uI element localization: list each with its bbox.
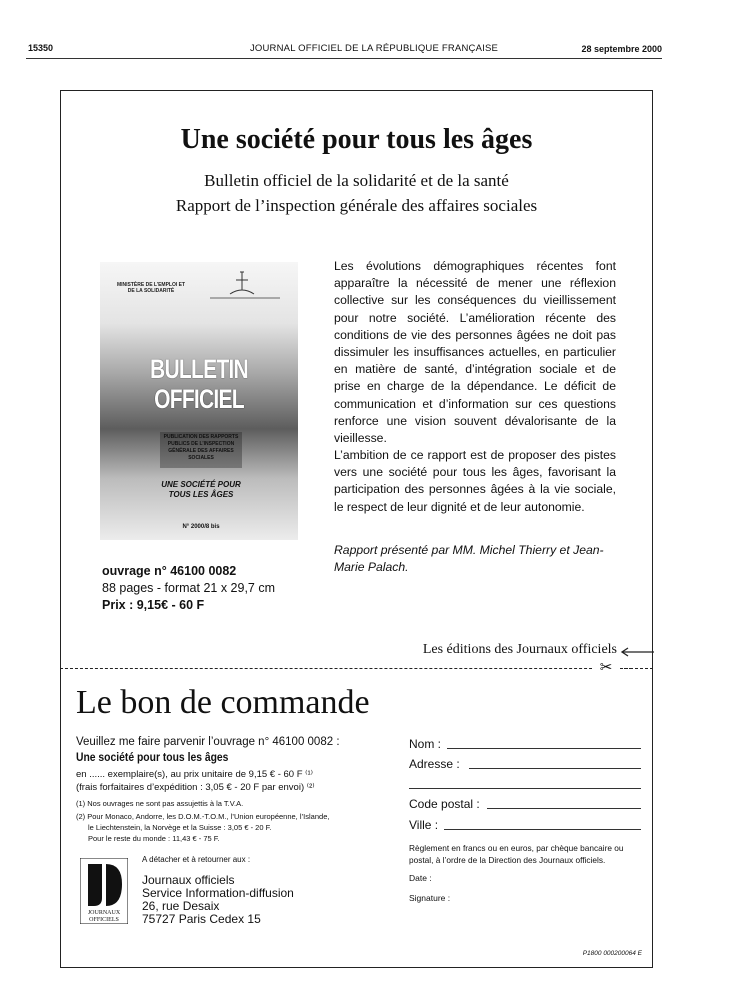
svg-text:OFFICIELS: OFFICIELS (89, 917, 119, 923)
journal-title: JOURNAL OFFICIEL DE LA RÉPUBLIQUE FRANÇAISE (249, 43, 499, 54)
ouvrage-number: ouvrage n° 46100 0082 (102, 564, 237, 578)
cover-title-bulletin: BULLETIN (150, 354, 248, 384)
adresse-field-line-2[interactable] (409, 788, 641, 789)
description-paragraph-1: Les évolutions démographiques récentes font apparaître la nécessité de mener une réflexion collective sur les conséquences du vieillissement pour notre société. L’amélioration récente des conditions de vie des personnes âgées ne doit pas dissimuler les insuffisances actuelles, en particulier en matière de santé, d’intégration sociale et de prise en charge de la dépendance. Le déficit de communication et d’information sur ces questions renforce une vision souvent dévalorisante de la vieillesse. (334, 259, 616, 446)
page-number: 15350 (28, 43, 54, 53)
footnote-2-line-1: (2) Pour Monaco, Andorre, les D.O.M.-T.O.M., l’Union européenne, l’Islande, (76, 812, 330, 821)
cover-band-text: PUBLICATION DES RAPPORTS PUBLICS DE L’INSPECTION GÉNÉRALE DES AFFAIRES SOCIALES (163, 434, 239, 461)
order-request-line: Veuillez me faire parvenir l’ouvrage n° 46100 0082 : (76, 736, 340, 748)
left-arrow-icon (620, 647, 654, 657)
bulletin-cover-image (100, 262, 298, 540)
description-paragraph-2: L’ambition de ce rapport est de proposer des pistes vers une société pour tous les âges, favorisant la participation des personnes âgées à la vie sociale, le respect de leur dignité et de leur autonomie. (334, 448, 616, 514)
ouvrage-pages-format: 88 pages - format 21 x 29,7 cm (102, 581, 276, 595)
address-line-3: 26, rue Desaix (142, 899, 220, 913)
cover-title-officiel: OFFICIEL (154, 384, 244, 414)
nom-label: Nom : (409, 737, 442, 751)
code-postal-field[interactable] (487, 808, 641, 809)
marianne-logo-icon (210, 268, 280, 302)
detach-note: A détacher et à retourner aux : (142, 855, 251, 864)
ad-subtitle-rapport: Rapport de l’inspection générale des affaires sociales (175, 196, 538, 215)
adresse-field[interactable] (469, 768, 641, 769)
address-line-1: Journaux officiels (142, 873, 235, 887)
shipping-fees-line: (frais forfaitaires d’expédition : 3,05 € - 20 F par envoi) ⁽²⁾ (76, 782, 315, 793)
payment-note: Règlement en francs ou en euros, par chèque bancaire ou postal, à l’ordre de la Direction des Journaux officiels. (409, 843, 624, 865)
nom-field[interactable] (447, 748, 641, 749)
order-form-title: Le bon de commande (76, 684, 370, 721)
scissors-icon: ✂ (592, 658, 620, 676)
issue-date: 28 septembre 2000 (581, 44, 662, 54)
cut-line-end (620, 668, 653, 669)
editions-line: Les éditions des Journaux officiels (422, 642, 617, 657)
journaux-officiels-logo-icon (80, 858, 128, 924)
order-request-title: Une société pour tous les âges (76, 752, 229, 764)
footnote-2-line-3: Pour le reste du monde : 11,43 € - 75 F. (88, 834, 220, 843)
ville-label: Ville : (409, 818, 439, 832)
cover-ministry: MINISTÈRE DE L’EMPLOI ET DE LA SOLIDARITÉ (116, 282, 186, 294)
date-field[interactable]: Date : (409, 873, 432, 883)
address-line-2: Service Information-diffusion (142, 886, 294, 900)
footnote-2-line-2: le Liechtenstein, la Norvège et la Suisse : 3,05 € - 20 F. (88, 823, 272, 832)
footnote-1: (1) Nos ouvrages ne sont pas assujettis à la T.V.A. (76, 799, 244, 808)
ouvrage-price: Prix : 9,15€ - 60 F (102, 598, 205, 612)
ville-field[interactable] (444, 829, 641, 830)
cover-inner-title: UNE SOCIÉTÉ POUR TOUS LES ÂGES (161, 480, 241, 499)
svg-text:JOURNAUX: JOURNAUX (87, 910, 121, 916)
cut-line (60, 668, 632, 669)
ad-title: Une société pour tous les âges (180, 124, 533, 155)
signature-field[interactable]: Signature : (409, 893, 451, 903)
cover-issue-number: N° 2000/8 bis (182, 524, 220, 530)
address-line-4: 75727 Paris Cedex 15 (142, 912, 261, 926)
header-rule (26, 58, 662, 59)
code-postal-label: Code postal : (409, 797, 480, 811)
adresse-label: Adresse : (409, 757, 460, 771)
copies-field[interactable]: en ...... exemplaire(s), au prix unitaire de 9,15 € - 60 F ⁽¹⁾ (76, 769, 313, 780)
reference-code: P1800 000200064 E (582, 950, 642, 957)
authors-paragraph: Rapport présenté par MM. Michel Thierry et Jean-Marie Palach. (334, 543, 604, 575)
ad-subtitle-bulletin: Bulletin officiel de la solidarité et de la santé (204, 171, 509, 190)
